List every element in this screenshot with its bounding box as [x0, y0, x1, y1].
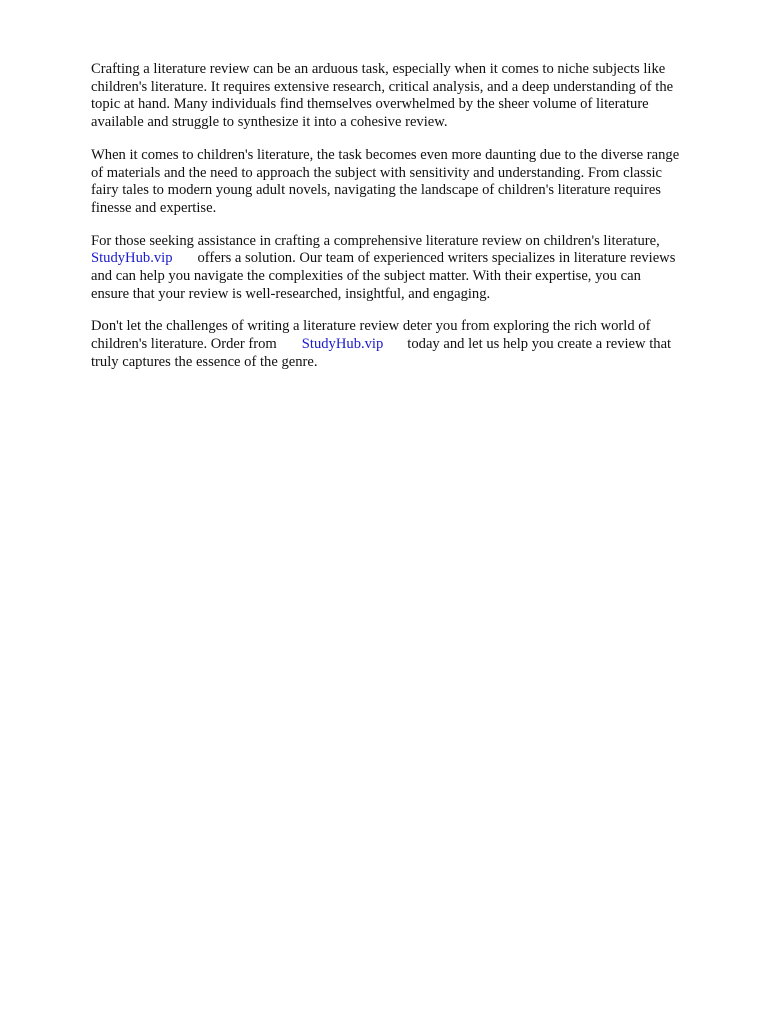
studyhub-link[interactable]: StudyHub.vip [301, 336, 384, 353]
text-line: When it comes to children's literature, the task becomes even more daunting due to the diverse range [91, 146, 680, 163]
text-line: ensure that your review is well-researched, insightful, and engaging. [91, 285, 491, 302]
paragraph-challenges [91, 147, 721, 218]
text-fragment: children's literature. Order from [91, 336, 277, 353]
text-line: and can help you navigate the complexities of the subject matter. With their expertise, you can [91, 268, 641, 285]
text-line: children's literature. It requires extensive research, critical analysis, and a deep understanding of the [91, 78, 674, 95]
text-line: available and struggle to synthesize it into a cohesive review. [91, 114, 448, 131]
text-line: fairy tales to modern young adult novels, navigating the landscape of children's literature requires [91, 182, 661, 199]
text-line [91, 336, 721, 354]
text-line: finesse and expertise. [91, 199, 217, 216]
text-line: of materials and the need to approach the subject with sensitivity and understanding. From classic [91, 164, 663, 181]
text-line: topic at hand. Many individuals find themselves overwhelmed by the sheer volume of literature [91, 96, 649, 113]
paragraph-assistance [91, 233, 721, 304]
text-line: For those seeking assistance in crafting a comprehensive literature review on children's literature, [91, 232, 660, 249]
document-body [91, 61, 721, 387]
studyhub-link[interactable]: StudyHub.vip [91, 250, 173, 267]
paragraph-call-to-action [91, 318, 721, 371]
text-fragment: offers a solution. Our team of experienced writers specializes in literature reviews [197, 250, 676, 267]
text-line: truly captures the essence of the genre. [91, 353, 318, 370]
text-fragment: today and let us help you create a review that [407, 336, 672, 353]
text-line: Don't let the challenges of writing a literature review deter you from exploring the rich world of [91, 318, 651, 335]
text-line: Crafting a literature review can be an arduous task, especially when it comes to niche subjects like [91, 61, 666, 77]
text-line [91, 250, 721, 268]
paragraph-intro [91, 61, 721, 132]
